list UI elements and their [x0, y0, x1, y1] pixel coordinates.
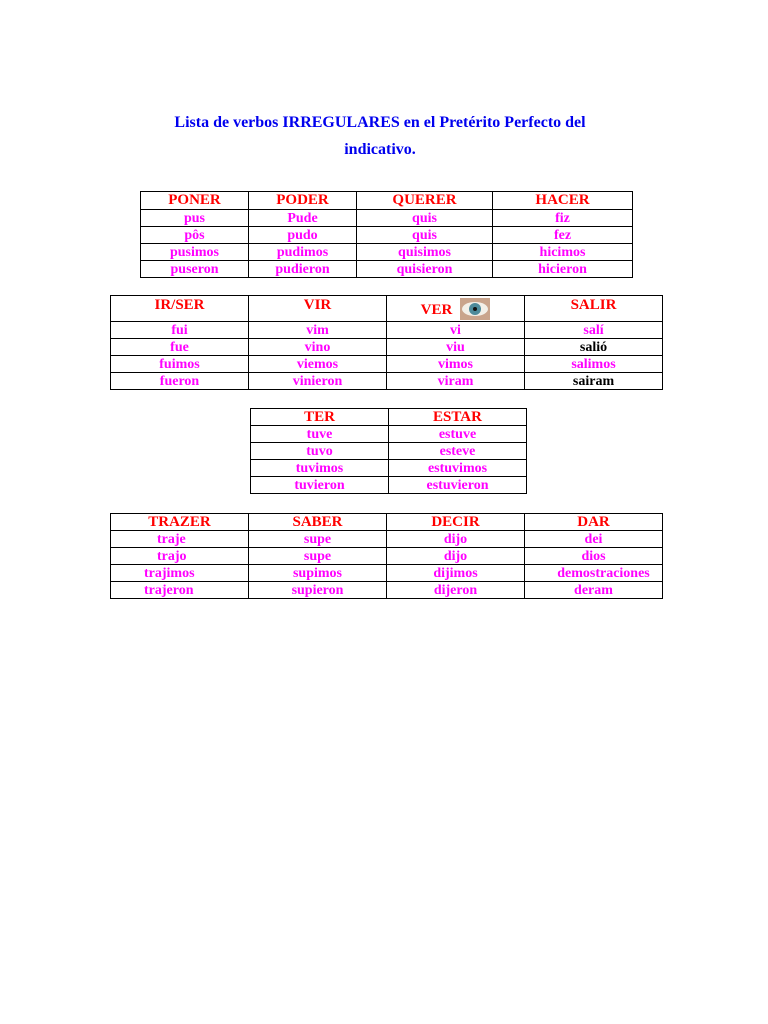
table-cell: tuve	[251, 426, 389, 443]
table-cell: estuve	[389, 426, 527, 443]
table-cell: pôs	[141, 227, 249, 244]
table-cell: fiz	[493, 210, 633, 227]
table-cell: pus	[141, 210, 249, 227]
table-cell: trajimos	[111, 565, 249, 582]
table-header-row	[111, 296, 663, 322]
table-cell: salimos	[525, 356, 663, 373]
table-cell-text: demostraciones	[557, 565, 650, 581]
eye-icon	[460, 298, 490, 320]
table-cell: tuvieron	[251, 477, 389, 494]
column-header: ESTAR	[389, 409, 527, 426]
table-header-row	[111, 514, 663, 531]
table-cell: tuvo	[251, 443, 389, 460]
column-header-label: VER	[420, 302, 453, 318]
table-cell: quisieron	[357, 261, 493, 278]
verb-table-poner-poder-querer-hacer	[140, 191, 633, 278]
verb-table-trazer-saber-decir-dar	[110, 513, 663, 599]
table-cell: trajeron	[111, 582, 249, 599]
table-cell: viemos	[249, 356, 387, 373]
table-cell: dijo	[387, 531, 525, 548]
table-row	[251, 477, 527, 494]
table-cell: viu	[387, 339, 525, 356]
table-row	[251, 426, 527, 443]
title-line-2: indicativo.	[344, 141, 416, 158]
table-cell: salí	[525, 322, 663, 339]
table-cell: fez	[493, 227, 633, 244]
table-cell: vino	[249, 339, 387, 356]
table-cell: deram	[525, 582, 663, 599]
table-cell: dijimos	[387, 565, 525, 582]
table-cell: dei	[525, 531, 663, 548]
table-cell: traje	[111, 531, 249, 548]
column-header: TRAZER	[111, 514, 249, 531]
column-header: HACER	[493, 192, 633, 210]
table-cell: esteve	[389, 443, 527, 460]
table-row	[251, 460, 527, 477]
table-cell: hicimos	[493, 244, 633, 261]
column-header: SALIR	[525, 296, 663, 322]
table-cell: vimos	[387, 356, 525, 373]
table-cell: supieron	[249, 582, 387, 599]
table-row	[141, 210, 633, 227]
table-cell: fue	[111, 339, 249, 356]
column-header: SABER	[249, 514, 387, 531]
table-cell: dijo	[387, 548, 525, 565]
column-header: PODER	[249, 192, 357, 210]
table-header-row	[141, 192, 633, 210]
table-cell: estuvimos	[389, 460, 527, 477]
column-header: DAR	[525, 514, 663, 531]
table-row	[111, 322, 663, 339]
table-row	[111, 565, 663, 582]
table-row	[141, 227, 633, 244]
table-cell: dijeron	[387, 582, 525, 599]
table-cell-overflow	[525, 565, 663, 582]
table-cell: vi	[387, 322, 525, 339]
table-cell: viram	[387, 373, 525, 390]
table-row	[111, 339, 663, 356]
title-line-1: Lista de verbos IRREGULARES en el Pretérito Perfecto del	[174, 114, 586, 131]
table-row	[111, 356, 663, 373]
column-header: IR/SER	[111, 296, 249, 322]
verb-table-ter-estar	[250, 408, 527, 494]
table-cell: pusimos	[141, 244, 249, 261]
document-title	[100, 109, 660, 163]
table-cell: dios	[525, 548, 663, 565]
table-row	[111, 548, 663, 565]
table-cell: hicieron	[493, 261, 633, 278]
table-cell: Pude	[249, 210, 357, 227]
table-cell: quisimos	[357, 244, 493, 261]
verb-table-ir-vir-ver-salir	[110, 295, 663, 390]
table-cell: quis	[357, 227, 493, 244]
table-cell: estuvieron	[389, 477, 527, 494]
table-cell: salió	[525, 339, 663, 356]
table-row	[111, 531, 663, 548]
table-cell: pudieron	[249, 261, 357, 278]
table-row	[111, 373, 663, 390]
table-cell: sairam	[525, 373, 663, 390]
column-header-ver	[387, 296, 525, 322]
table-cell: fueron	[111, 373, 249, 390]
table-row	[251, 443, 527, 460]
table-row	[141, 244, 633, 261]
table-cell: trajo	[111, 548, 249, 565]
table-header-row	[251, 409, 527, 426]
table-cell: fuimos	[111, 356, 249, 373]
table-cell: pudo	[249, 227, 357, 244]
table-cell: fui	[111, 322, 249, 339]
table-cell: tuvimos	[251, 460, 389, 477]
table-row	[141, 261, 633, 278]
table-cell: supimos	[249, 565, 387, 582]
column-header: VIR	[249, 296, 387, 322]
table-cell: supe	[249, 548, 387, 565]
column-header: QUERER	[357, 192, 493, 210]
table-cell: vinieron	[249, 373, 387, 390]
table-row	[111, 582, 663, 599]
column-header: PONER	[141, 192, 249, 210]
column-header: TER	[251, 409, 389, 426]
table-cell: vim	[249, 322, 387, 339]
table-cell: pudimos	[249, 244, 357, 261]
table-cell: puseron	[141, 261, 249, 278]
table-cell: quis	[357, 210, 493, 227]
column-header: DECIR	[387, 514, 525, 531]
table-cell: supe	[249, 531, 387, 548]
